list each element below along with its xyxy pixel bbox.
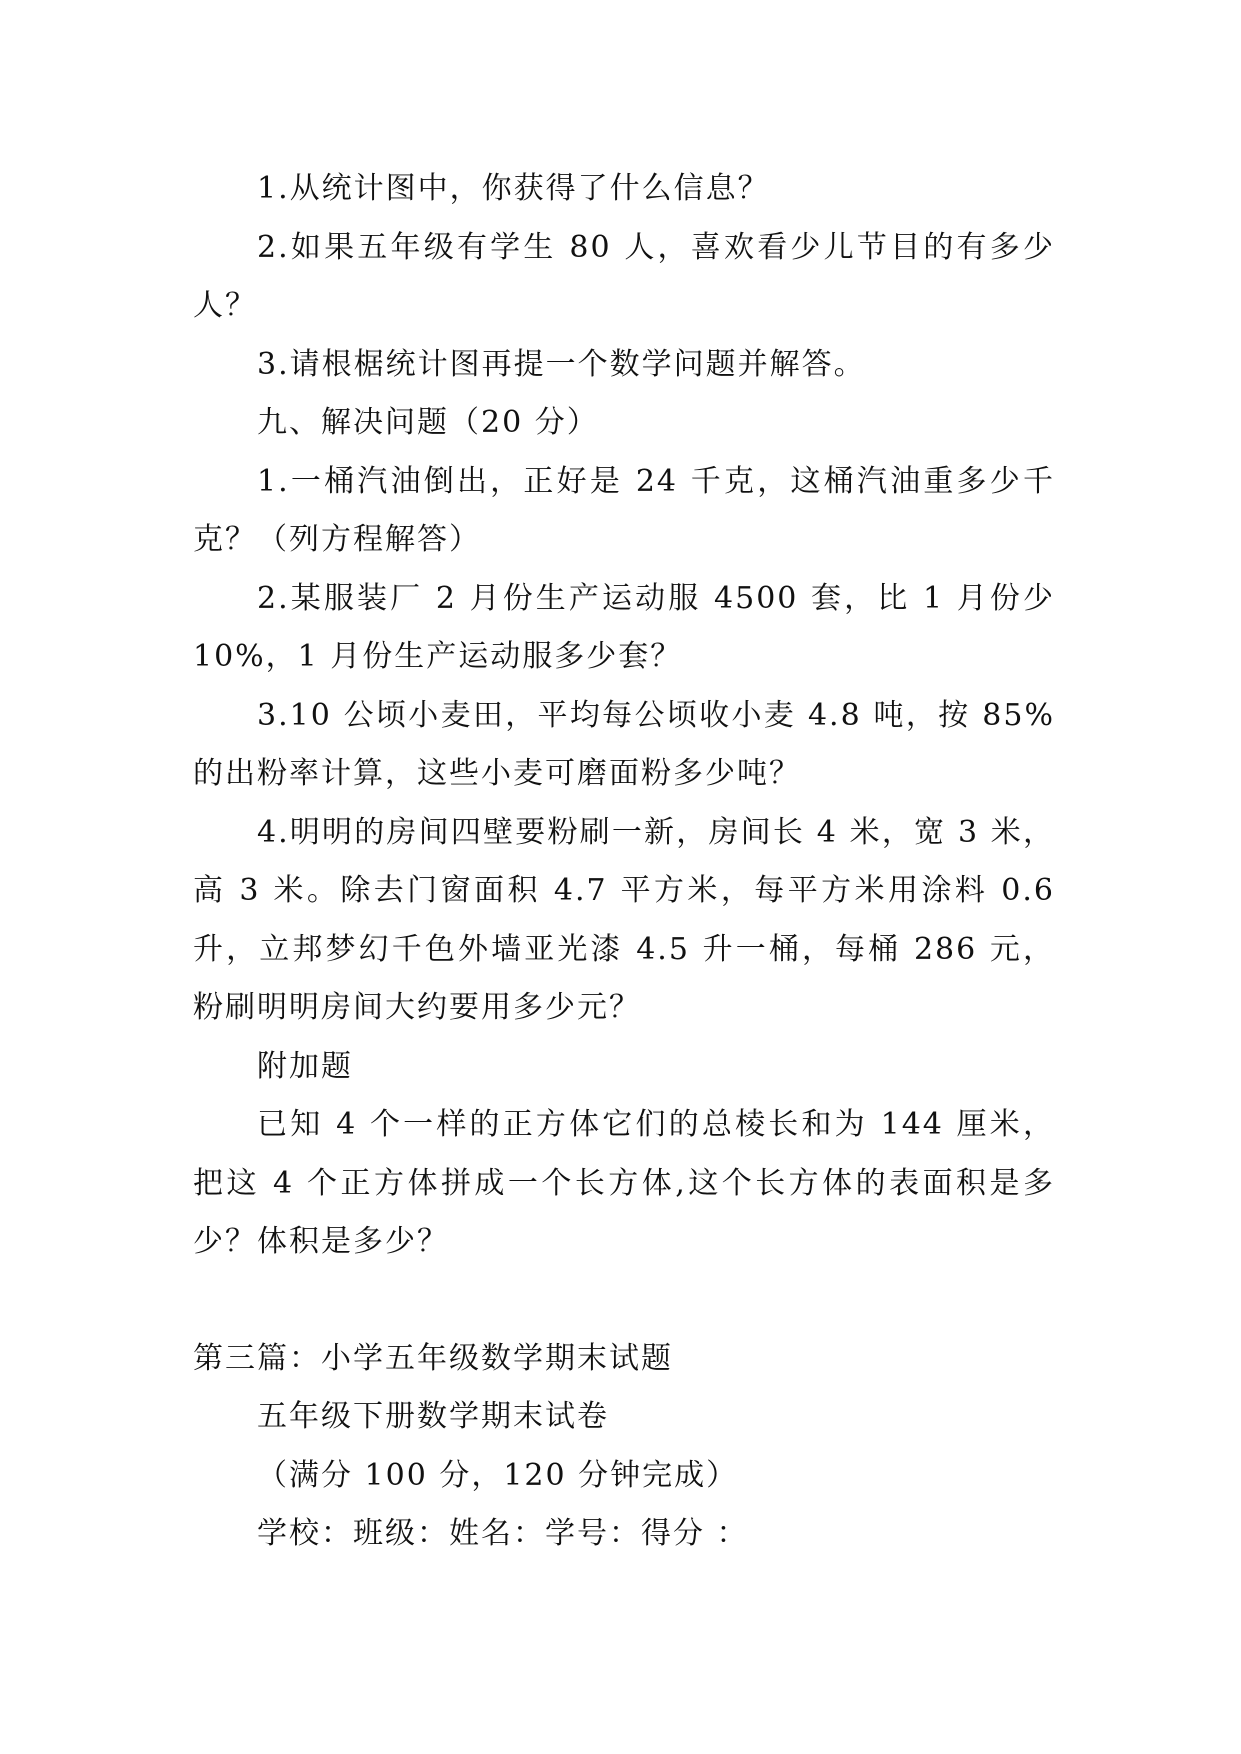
exam-title: 五年级下册数学期末试卷 [257, 1399, 609, 1434]
question-stats-info: 1.从统计图中，你获得了什么信息？ [257, 171, 770, 206]
problem-gasoline: 1.一桶汽油倒出，正好是 24 千克，这桶汽油重多少千克？（列方程解答） [193, 463, 1055, 557]
exam-score-time: （满分 100 分，120 分钟完成） [257, 1457, 739, 1493]
student-info-line: 学校：班级：姓名：学号：得分 ： [257, 1516, 749, 1551]
question-kids-program: 2.如果五年级有学生 80 人，喜欢看少儿节目的有多少人？ [193, 229, 1055, 323]
section-gap [193, 1272, 1055, 1330]
section-heading-solve-problems: 九、解决问题（20 分） [257, 405, 599, 440]
section-title: 第三篇：小学五年级数学期末试题 [193, 1340, 673, 1376]
bonus-cube-problem: 已知 4 个一样的正方体它们的总棱长和为 144 厘米，把这 4 个正方体拼成一个长方体,这个长方体的表面积是多少？体积是多少？ [193, 1107, 1055, 1259]
problem-sportswear: 2.某服装厂 2 月份生产运动服 4500 套，比 1 月份少 10%，1 月份生产运动服多少套？ [193, 580, 1055, 674]
document-body [193, 160, 1055, 1564]
bonus-heading: 附加题 [257, 1048, 353, 1084]
problem-wheat-flour: 3.10 公顷小麦田，平均每公顷收小麦 4.8 吨，按 85%的出粉率计算，这些小麦可磨面粉多少吨？ [193, 697, 1055, 791]
problem-room-painting: 4.明明的房间四壁要粉刷一新，房间长 4 米，宽 3 米，高 3 米。除去门窗面积 4.7 平方米，每平方米用涂料 0.6 升，立邦梦幻千色外墙亚光漆 4.5 升一桶，每桶 286 元，粉刷明明房间大约要用多少元？ [193, 814, 1055, 1025]
question-own-problem: 3.请根椐统计图再提一个数学问题并解答。 [257, 346, 866, 382]
